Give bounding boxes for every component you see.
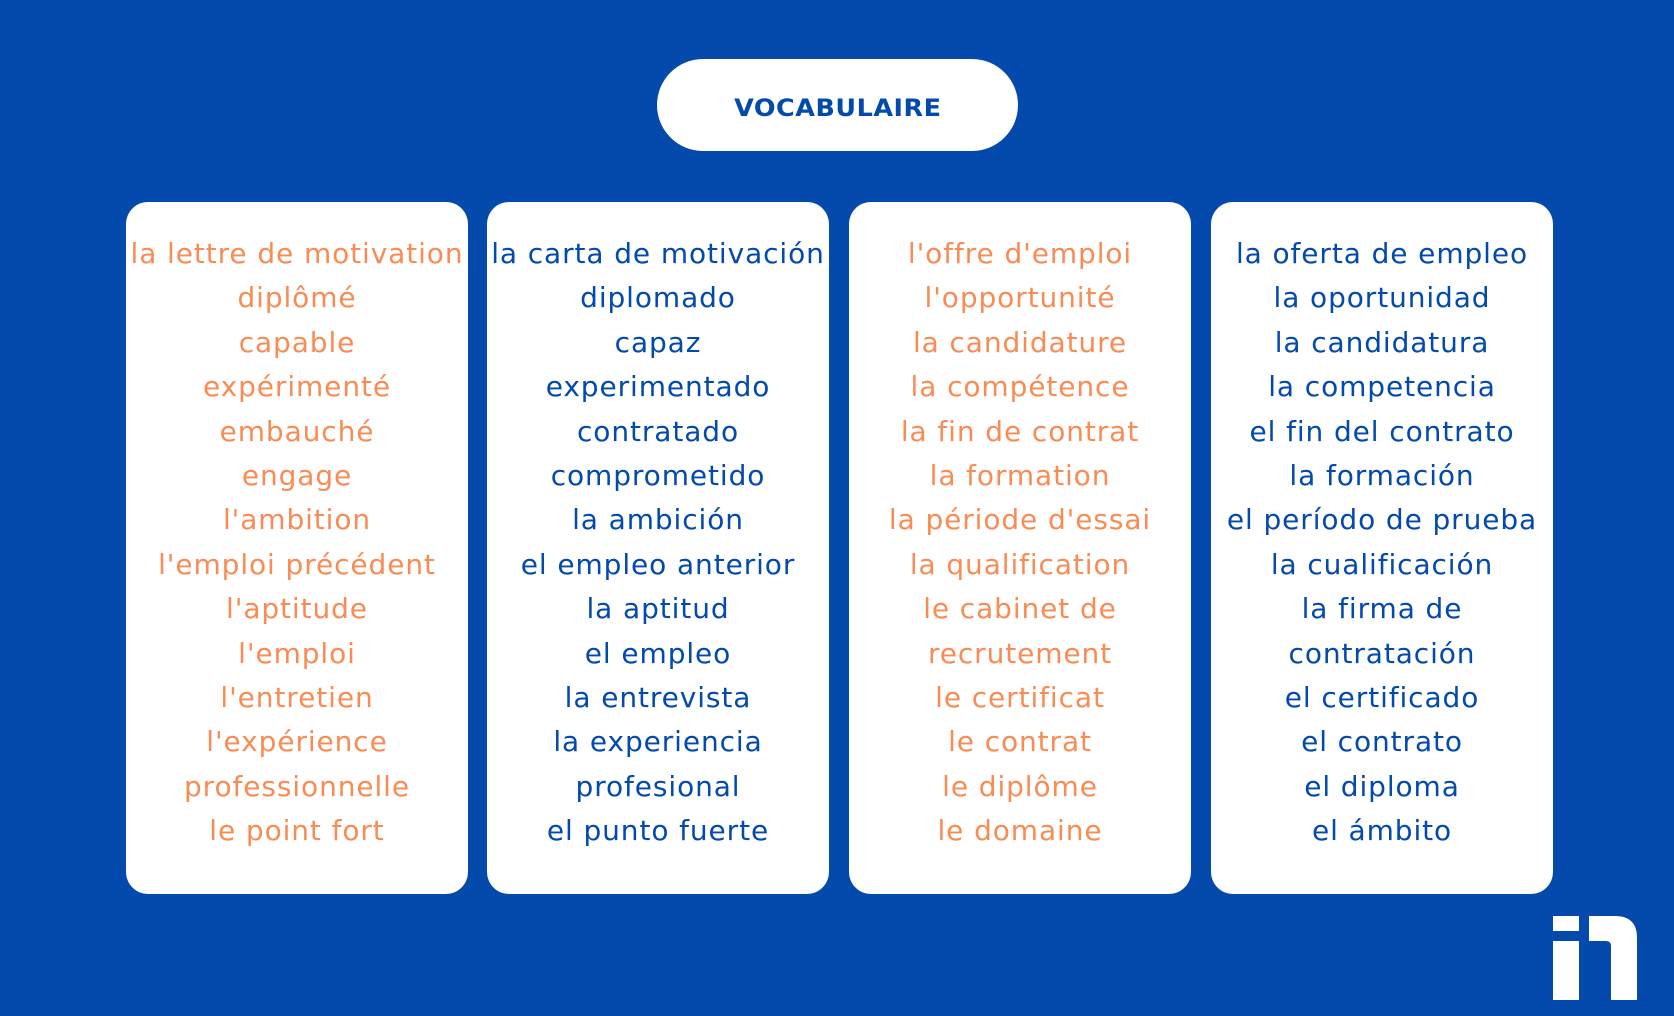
vocab-word: le contrat [948,725,1092,759]
vocab-word: contratación [1288,636,1476,670]
vocab-word: el período de prueba [1226,503,1538,537]
vocab-word: la compétence [910,370,1130,404]
title-pill [657,59,1018,151]
vocab-word: experimentado [545,370,771,404]
vocab-word: le domaine [937,814,1103,848]
vocab-word: la carta de motivación [491,237,825,270]
vocab-word: la fin de contrat [900,414,1140,448]
vocab-card-french-2 [849,202,1191,894]
vocab-word: el punto fuerte [546,814,770,848]
vocab-word: la firma de [1301,592,1463,626]
vocab-word: el certificado [1284,680,1480,714]
vocab-word: la ambición [572,503,744,537]
vocab-word: la entrevista [564,680,752,714]
vocab-word: profesional [575,769,741,803]
vocab-word: capaz [614,325,702,359]
vocab-word: le point fort [209,814,385,848]
word-list [849,232,1191,853]
vocab-word: l'emploi précédent [158,547,436,581]
vocab-card-spanish-2 [1211,202,1553,894]
vocab-card-spanish-1 [487,202,829,894]
vocab-word: la competencia [1268,370,1496,404]
vocab-word: el fin del contrato [1249,414,1515,448]
word-list [1211,232,1553,853]
vocab-word: l'emploi [238,636,356,670]
word-list [487,232,829,853]
vocab-word: engage [241,458,353,492]
vocab-word: la période d'essai [888,503,1152,537]
vocab-word: la experiencia [553,725,763,759]
vocab-word: la formation [929,458,1111,492]
brand-logo-icon [1553,916,1637,1000]
vocab-word: l'offre d'emploi [907,237,1133,270]
vocab-word: el empleo anterior [520,547,796,581]
vocab-word: comprometido [550,458,766,492]
vocab-word: professionnelle [184,769,410,803]
vocab-word: la oferta de empleo [1235,237,1528,270]
vocab-word: l'ambition [222,503,372,537]
vocab-word: la cualificación [1270,547,1494,581]
page-title: VOCABULAIRE [733,94,942,122]
vocab-word: embauché [219,414,375,448]
vocab-card-french-1 [126,202,468,894]
vocab-word: la qualification [909,547,1131,581]
vocab-word: expérimenté [203,370,391,404]
vocab-word: diplômé [237,281,357,315]
vocab-word: el contrato [1301,725,1463,759]
vocab-word: l'aptitude [226,592,368,626]
vocab-word: el diploma [1304,769,1460,803]
vocab-word: el ámbito [1311,814,1453,848]
vocab-word: diplomado [580,281,736,315]
vocab-word: l'opportunité [924,281,1116,315]
vocab-word: le cabinet de [923,592,1117,626]
vocab-word: l'expérience [206,725,388,759]
vocab-word: capable [238,325,356,359]
vocab-word: la formación [1289,458,1475,492]
vocab-word: le certificat [935,680,1105,714]
word-list [126,232,468,853]
vocab-word: l'entretien [220,680,374,714]
vocab-word: la candidatura [1274,325,1490,359]
vocab-word: recrutement [927,636,1113,670]
vocab-word: la oportunidad [1273,281,1491,315]
vocab-word: el empleo [584,636,732,670]
vocab-word: le diplôme [942,769,1098,803]
vocab-word: la lettre de motivation [130,237,464,270]
vocab-word: la candidature [912,325,1128,359]
vocab-word: la aptitud [586,592,730,626]
vocab-word: contratado [577,414,739,448]
